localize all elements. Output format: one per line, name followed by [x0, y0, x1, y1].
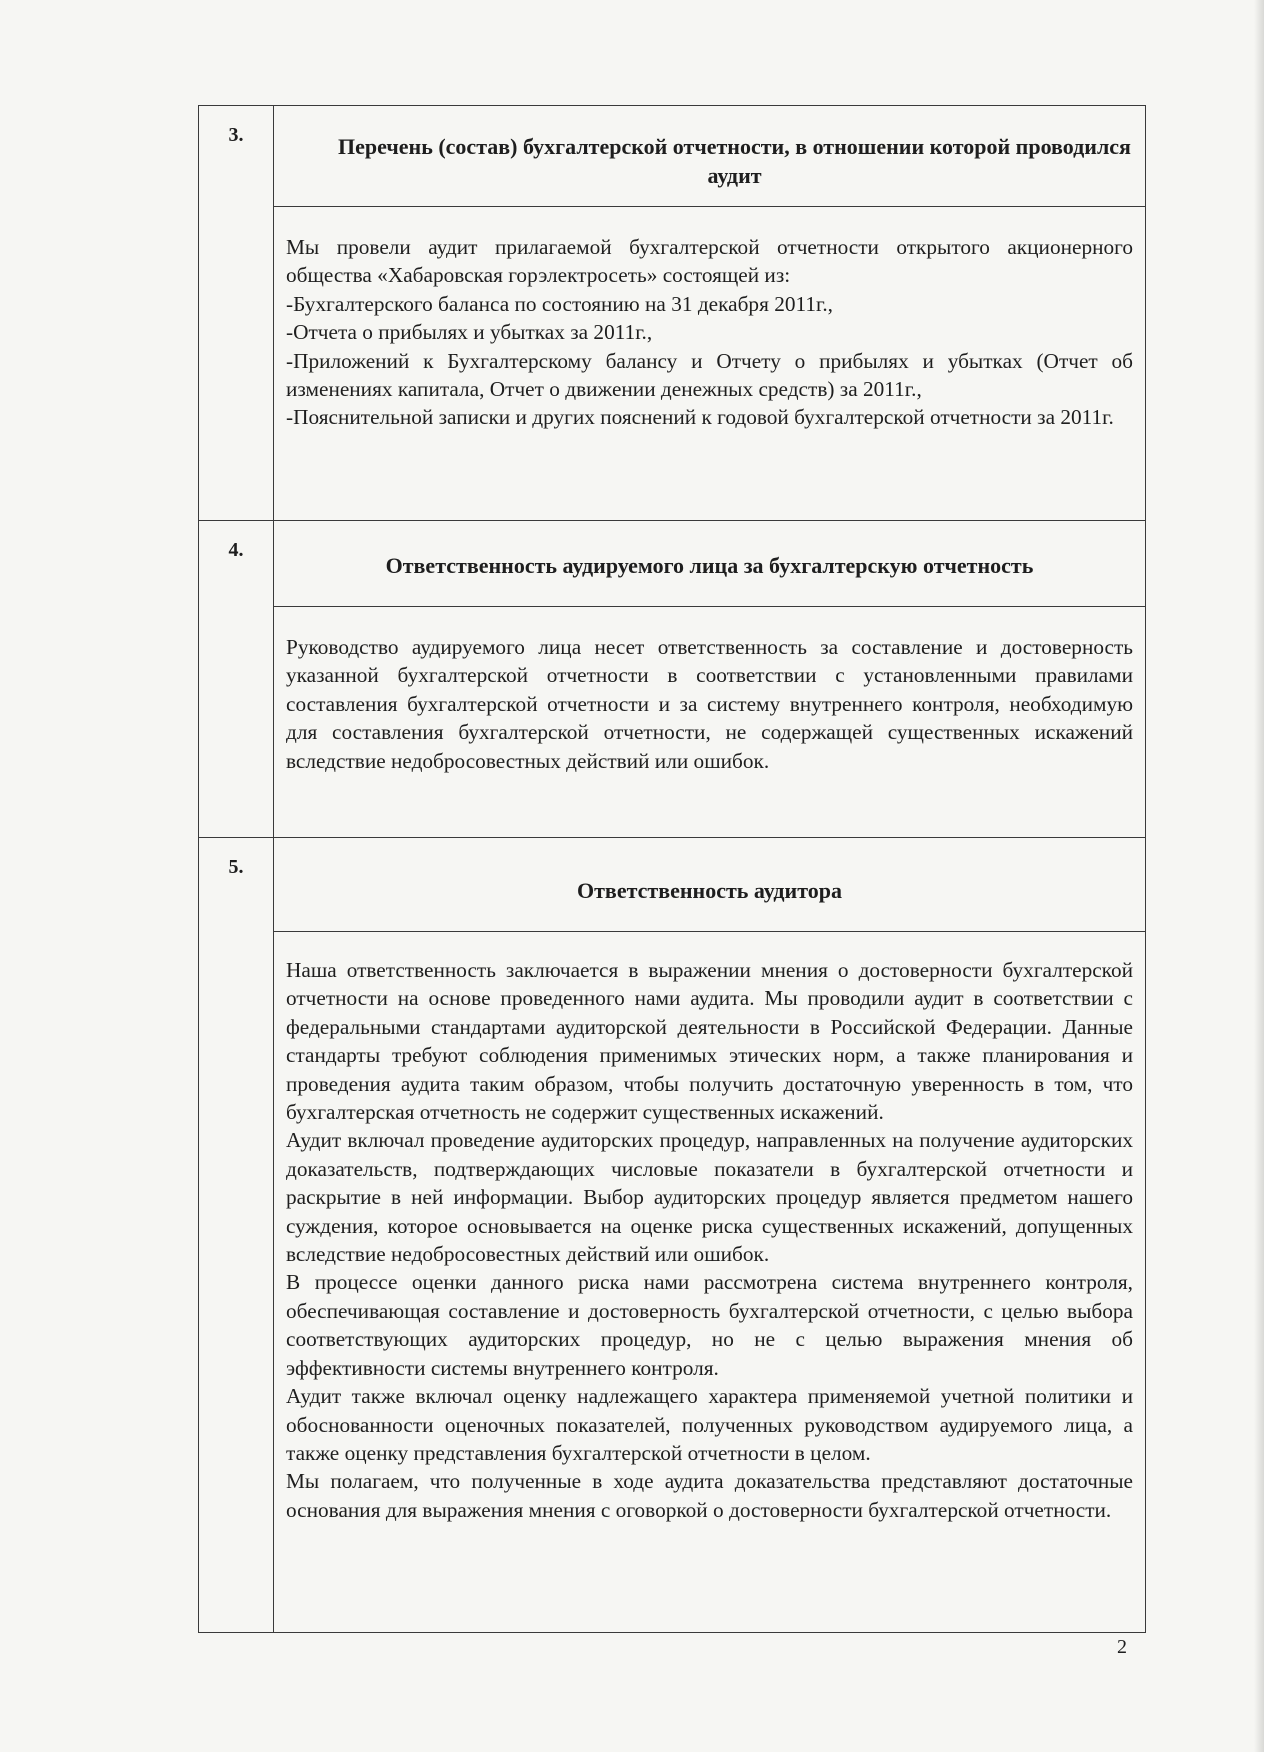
- paragraph: Руководство аудируемого лица несет ответственность за составление и достоверность указанной бухгалтерской отчетности в соответствии с установленными правилами составления бухгалтерской отчетности и за систему внутреннего контроля, необходимую для составления бухгалтерской отчетности, не содержащей существенных искажений вследствие недобросовестных действий или ошибок.: [286, 635, 1133, 773]
- section-5-body-row: [199, 932, 1146, 1633]
- section-5-header-row: [199, 838, 1146, 932]
- section-heading: Ответственность аудируемого лица за бухгалтерскую отчетность: [274, 521, 1146, 607]
- list-item: -Отчета о прибылях и убытках за 2011г.,: [286, 320, 653, 345]
- section-body: [274, 607, 1146, 838]
- section-number: 3.: [199, 106, 274, 521]
- paragraph: Аудит также включал оценку надлежащего характера применяемой учетной политики и обоснованности оценочных показателей, полученных руководством аудируемого лица, а также оценку представления бухгалтерской отчетности в целом.: [286, 1384, 1133, 1465]
- page-number: 2: [1117, 1636, 1127, 1658]
- section-heading: Ответственность аудитора: [274, 838, 1146, 932]
- section-4-body-row: [199, 607, 1146, 838]
- section-4-header-row: [199, 521, 1146, 607]
- section-body: [274, 932, 1146, 1633]
- section-number: 4.: [199, 521, 274, 838]
- paragraph: В процессе оценки данного риска нами рассмотрена система внутреннего контроля, обеспечивающая составление и достоверность бухгалтерской отчетности, с целью выбора соответствующих аудиторских процедур, но не с целью выражения мнения об эффективности системы внутреннего контроля.: [286, 1270, 1133, 1380]
- section-body: [274, 207, 1146, 521]
- list-item: -Пояснительной записки и других пояснений к годовой бухгалтерской отчетности за 2011г.: [286, 405, 1114, 430]
- sheet-edge: [1254, 0, 1264, 1752]
- section-3-header-row: [199, 106, 1146, 207]
- section-3-body-row: [199, 207, 1146, 521]
- list-item: -Приложений к Бухгалтерскому балансу и Отчету о прибылях и убытках (Отчет об изменениях капитала, Отчет о движении денежных средств) за 2011г.,: [286, 348, 1133, 402]
- list-item: -Бухгалтерского баланса по состоянию на 31 декабря 2011г.,: [286, 291, 833, 316]
- section-heading: Перечень (состав) бухгалтерской отчетности, в отношении которой проводился аудит: [274, 106, 1146, 207]
- paragraph: Мы полагаем, что полученные в ходе аудита доказательства представляют достаточные основания для выражения мнения с оговоркой о достоверности бухгалтерской отчетности.: [286, 1469, 1133, 1522]
- paragraph: Мы провели аудит прилагаемой бухгалтерской отчетности открытого акционерного общества «Хабаровская горэлектросеть» состоящей из:: [286, 235, 1133, 288]
- paragraph: Аудит включал проведение аудиторских процедур, направленных на получение аудиторских доказательств, подтверждающих числовые показатели в бухгалтерской отчетности и раскрытие в ней информации. Выбор аудиторских процедур является предметом нашего суждения, которое основывается на оценке риска существенных искажений, допущенных вследствие недобросовестных действий или ошибок.: [286, 1128, 1133, 1267]
- section-number: 5.: [199, 838, 274, 1633]
- paragraph: Наша ответственность заключается в выражении мнения о достоверности бухгалтерской отчетности на основе проведенного нами аудита. Мы проводили аудит в соответствии с федеральными стандартами аудиторской деятельности в Российской Федерации. Данные стандарты требуют соблюдения применимых этических норм, а также планирования и проведения аудита таким образом, чтобы получить достаточную уверенность в том, что бухгалтерская отчетность не содержит существенных искажений.: [286, 958, 1133, 1125]
- report-table: [198, 105, 1146, 1633]
